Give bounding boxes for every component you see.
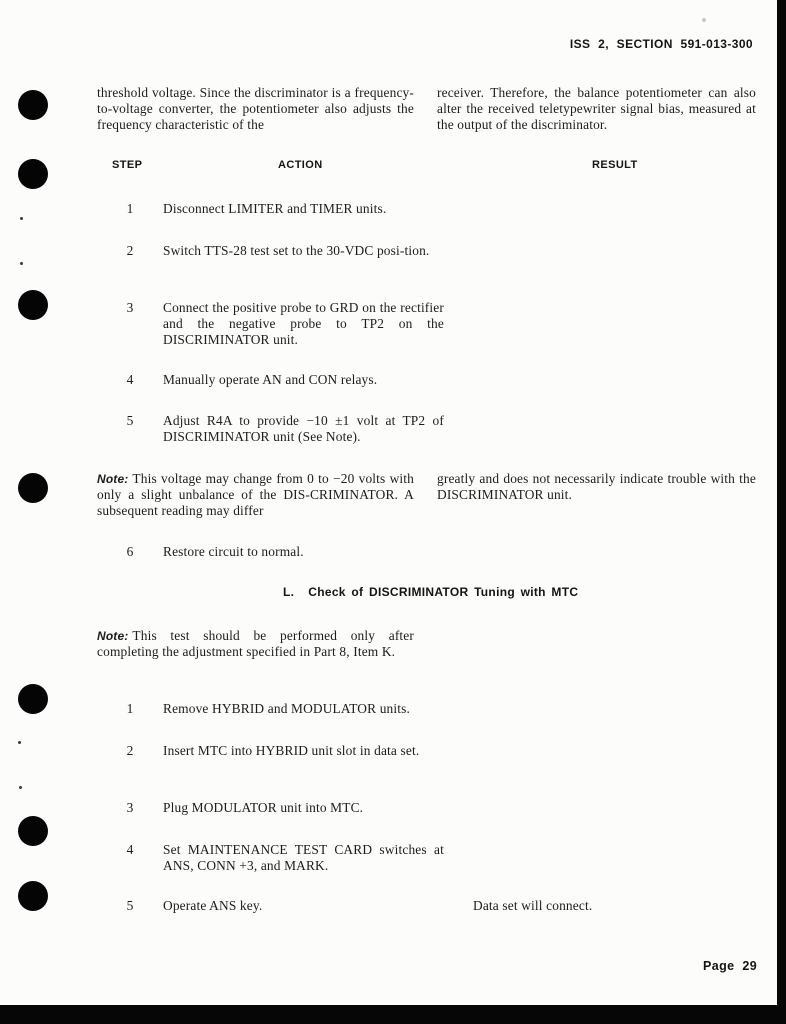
note-paragraph xyxy=(97,628,414,660)
punch-hole-mark xyxy=(18,90,48,120)
action-cell: Plug MODULATOR unit into MTC. xyxy=(163,800,364,815)
step-number: 1 xyxy=(126,201,134,216)
step-number: 5 xyxy=(126,413,134,428)
punch-hole-mark xyxy=(18,290,48,320)
action-cell: Manually operate AN and CON relays. xyxy=(163,372,378,387)
scan-edge-right xyxy=(777,0,786,1024)
step-number: 4 xyxy=(126,842,134,857)
section-heading xyxy=(283,585,578,599)
punch-hole-mark xyxy=(18,816,48,846)
step-number: 1 xyxy=(126,701,134,716)
action-cell: Connect the positive probe to GRD on the rectifier and the negative probe to TP2 on the DISCRIMINATOR unit. xyxy=(163,300,444,347)
column-header-result: RESULT xyxy=(592,159,638,171)
action-cell: Switch TTS-28 test set to the 30-VDC posi-tion. xyxy=(163,243,430,258)
step-number: 3 xyxy=(126,300,134,315)
section-title: Check of DISCRIMINATOR Tuning with MTC xyxy=(308,585,579,599)
scan-speck xyxy=(18,741,21,744)
action-cell: Restore circuit to normal. xyxy=(163,544,304,559)
intro-paragraph-left: threshold voltage. Since the discriminator is a frequency-to-voltage converter, the potentiometer also adjusts the frequency characteristic of the xyxy=(97,85,414,132)
note-paragraph-left xyxy=(97,471,414,519)
action-cell: Adjust R4A to provide −10 ±1 volt at TP2 of DISCRIMINATOR unit (See Note). xyxy=(163,413,444,444)
intro-paragraph-right: receiver. Therefore, the balance potentiometer can also alter the received teletypewriter signal bias, measured at the output of the discriminator. xyxy=(437,85,756,132)
scan-speck xyxy=(20,262,23,265)
punch-hole-mark xyxy=(18,159,48,189)
page-number: Page 29 xyxy=(703,959,758,973)
step-number: 6 xyxy=(126,544,134,559)
punch-hole-mark xyxy=(18,881,48,911)
action-cell: Set MAINTENANCE TEST CARD switches at ANS, CONN +3, and MARK. xyxy=(163,842,444,873)
step-number: 5 xyxy=(126,898,134,913)
note-text: This voltage may change from 0 to −20 volts with only a slight unbalance of the DIS-CRIMINATOR. A subsequent reading may differ xyxy=(97,471,414,518)
scan-speck xyxy=(19,786,22,789)
result-cell: Data set will connect. xyxy=(473,898,593,913)
step-number: 3 xyxy=(126,800,134,815)
step-number: 2 xyxy=(126,743,134,758)
column-header-action: ACTION xyxy=(278,159,323,171)
section-letter: L. xyxy=(283,585,295,599)
section-reference: ISS 2, SECTION 591-013-300 xyxy=(569,37,753,51)
column-header-step: STEP xyxy=(112,159,143,171)
punch-hole-mark xyxy=(18,684,48,714)
action-cell: Operate ANS key. xyxy=(163,898,263,913)
action-cell: Insert MTC into HYBRID unit slot in data set. xyxy=(163,743,420,758)
note-text: This test should be performed only after completing the adjustment specified in Part 8, Item K. xyxy=(97,628,414,659)
note-label: Note: xyxy=(97,629,129,643)
note-paragraph-right: greatly and does not necessarily indicate trouble with the DISCRIMINATOR unit. xyxy=(437,471,756,502)
step-number: 4 xyxy=(126,372,134,387)
action-cell: Disconnect LIMITER and TIMER units. xyxy=(163,201,387,216)
scan-speck xyxy=(702,18,706,22)
note-label: Note: xyxy=(97,472,129,486)
step-number: 2 xyxy=(126,243,134,258)
punch-hole-mark xyxy=(18,473,48,503)
action-cell: Remove HYBRID and MODULATOR units. xyxy=(163,701,410,716)
scan-edge-bottom xyxy=(0,1005,786,1024)
scan-speck xyxy=(20,217,23,220)
